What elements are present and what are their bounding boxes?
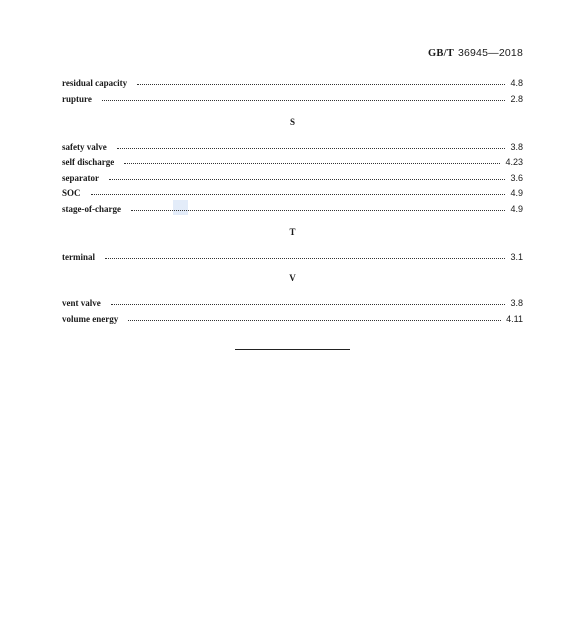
index-entry — [62, 250, 523, 262]
index-term: terminal — [62, 252, 95, 262]
index-term: residual capacity — [62, 78, 128, 88]
index-term: volume energy — [62, 314, 119, 324]
index-term: vent valve — [62, 298, 101, 308]
index-entry — [62, 202, 523, 214]
document-code — [428, 47, 523, 59]
end-rule — [235, 349, 350, 350]
index-ref: 3.8 — [510, 142, 523, 152]
standard-number: 36945—2018 — [457, 47, 523, 59]
dot-leader — [111, 304, 506, 305]
index-entry — [62, 186, 523, 198]
dot-leader — [91, 194, 506, 195]
index-term: self discharge — [62, 157, 115, 167]
index-entry — [62, 92, 523, 104]
dot-leader — [105, 258, 505, 259]
index-term: stage-of-charge — [62, 204, 121, 214]
section-letter-s: S — [289, 117, 295, 127]
index-ref: 4.8 — [510, 78, 523, 88]
index-ref: 4.23 — [505, 157, 523, 167]
dot-leader — [109, 179, 505, 180]
index-ref: 4.11 — [506, 314, 523, 324]
index-entry — [62, 296, 523, 308]
dot-leader — [102, 100, 506, 101]
index-entry — [62, 140, 523, 152]
index-term: rupture — [62, 94, 92, 104]
index-entry — [62, 155, 523, 167]
standard-prefix: GB/T — [428, 48, 454, 59]
index-ref: 3.6 — [510, 173, 523, 183]
index-ref: 3.8 — [510, 298, 523, 308]
index-entry — [62, 76, 523, 88]
dot-leader — [124, 163, 500, 164]
index-ref: 4.9 — [510, 188, 523, 198]
index-ref: 3.1 — [510, 252, 523, 262]
index-ref: 4.9 — [510, 204, 523, 214]
section-letter-t: T — [289, 227, 296, 237]
index-ref: 2.8 — [510, 94, 523, 104]
dot-leader — [131, 210, 506, 211]
dot-leader — [137, 84, 505, 85]
index-entry — [62, 171, 523, 183]
dot-leader — [117, 148, 506, 149]
index-entry — [62, 312, 523, 324]
index-term: safety valve — [62, 142, 107, 152]
section-letter-v: V — [289, 273, 296, 283]
index-term: separator — [62, 173, 99, 183]
dot-leader — [128, 320, 501, 321]
index-term: SOC — [62, 188, 81, 198]
